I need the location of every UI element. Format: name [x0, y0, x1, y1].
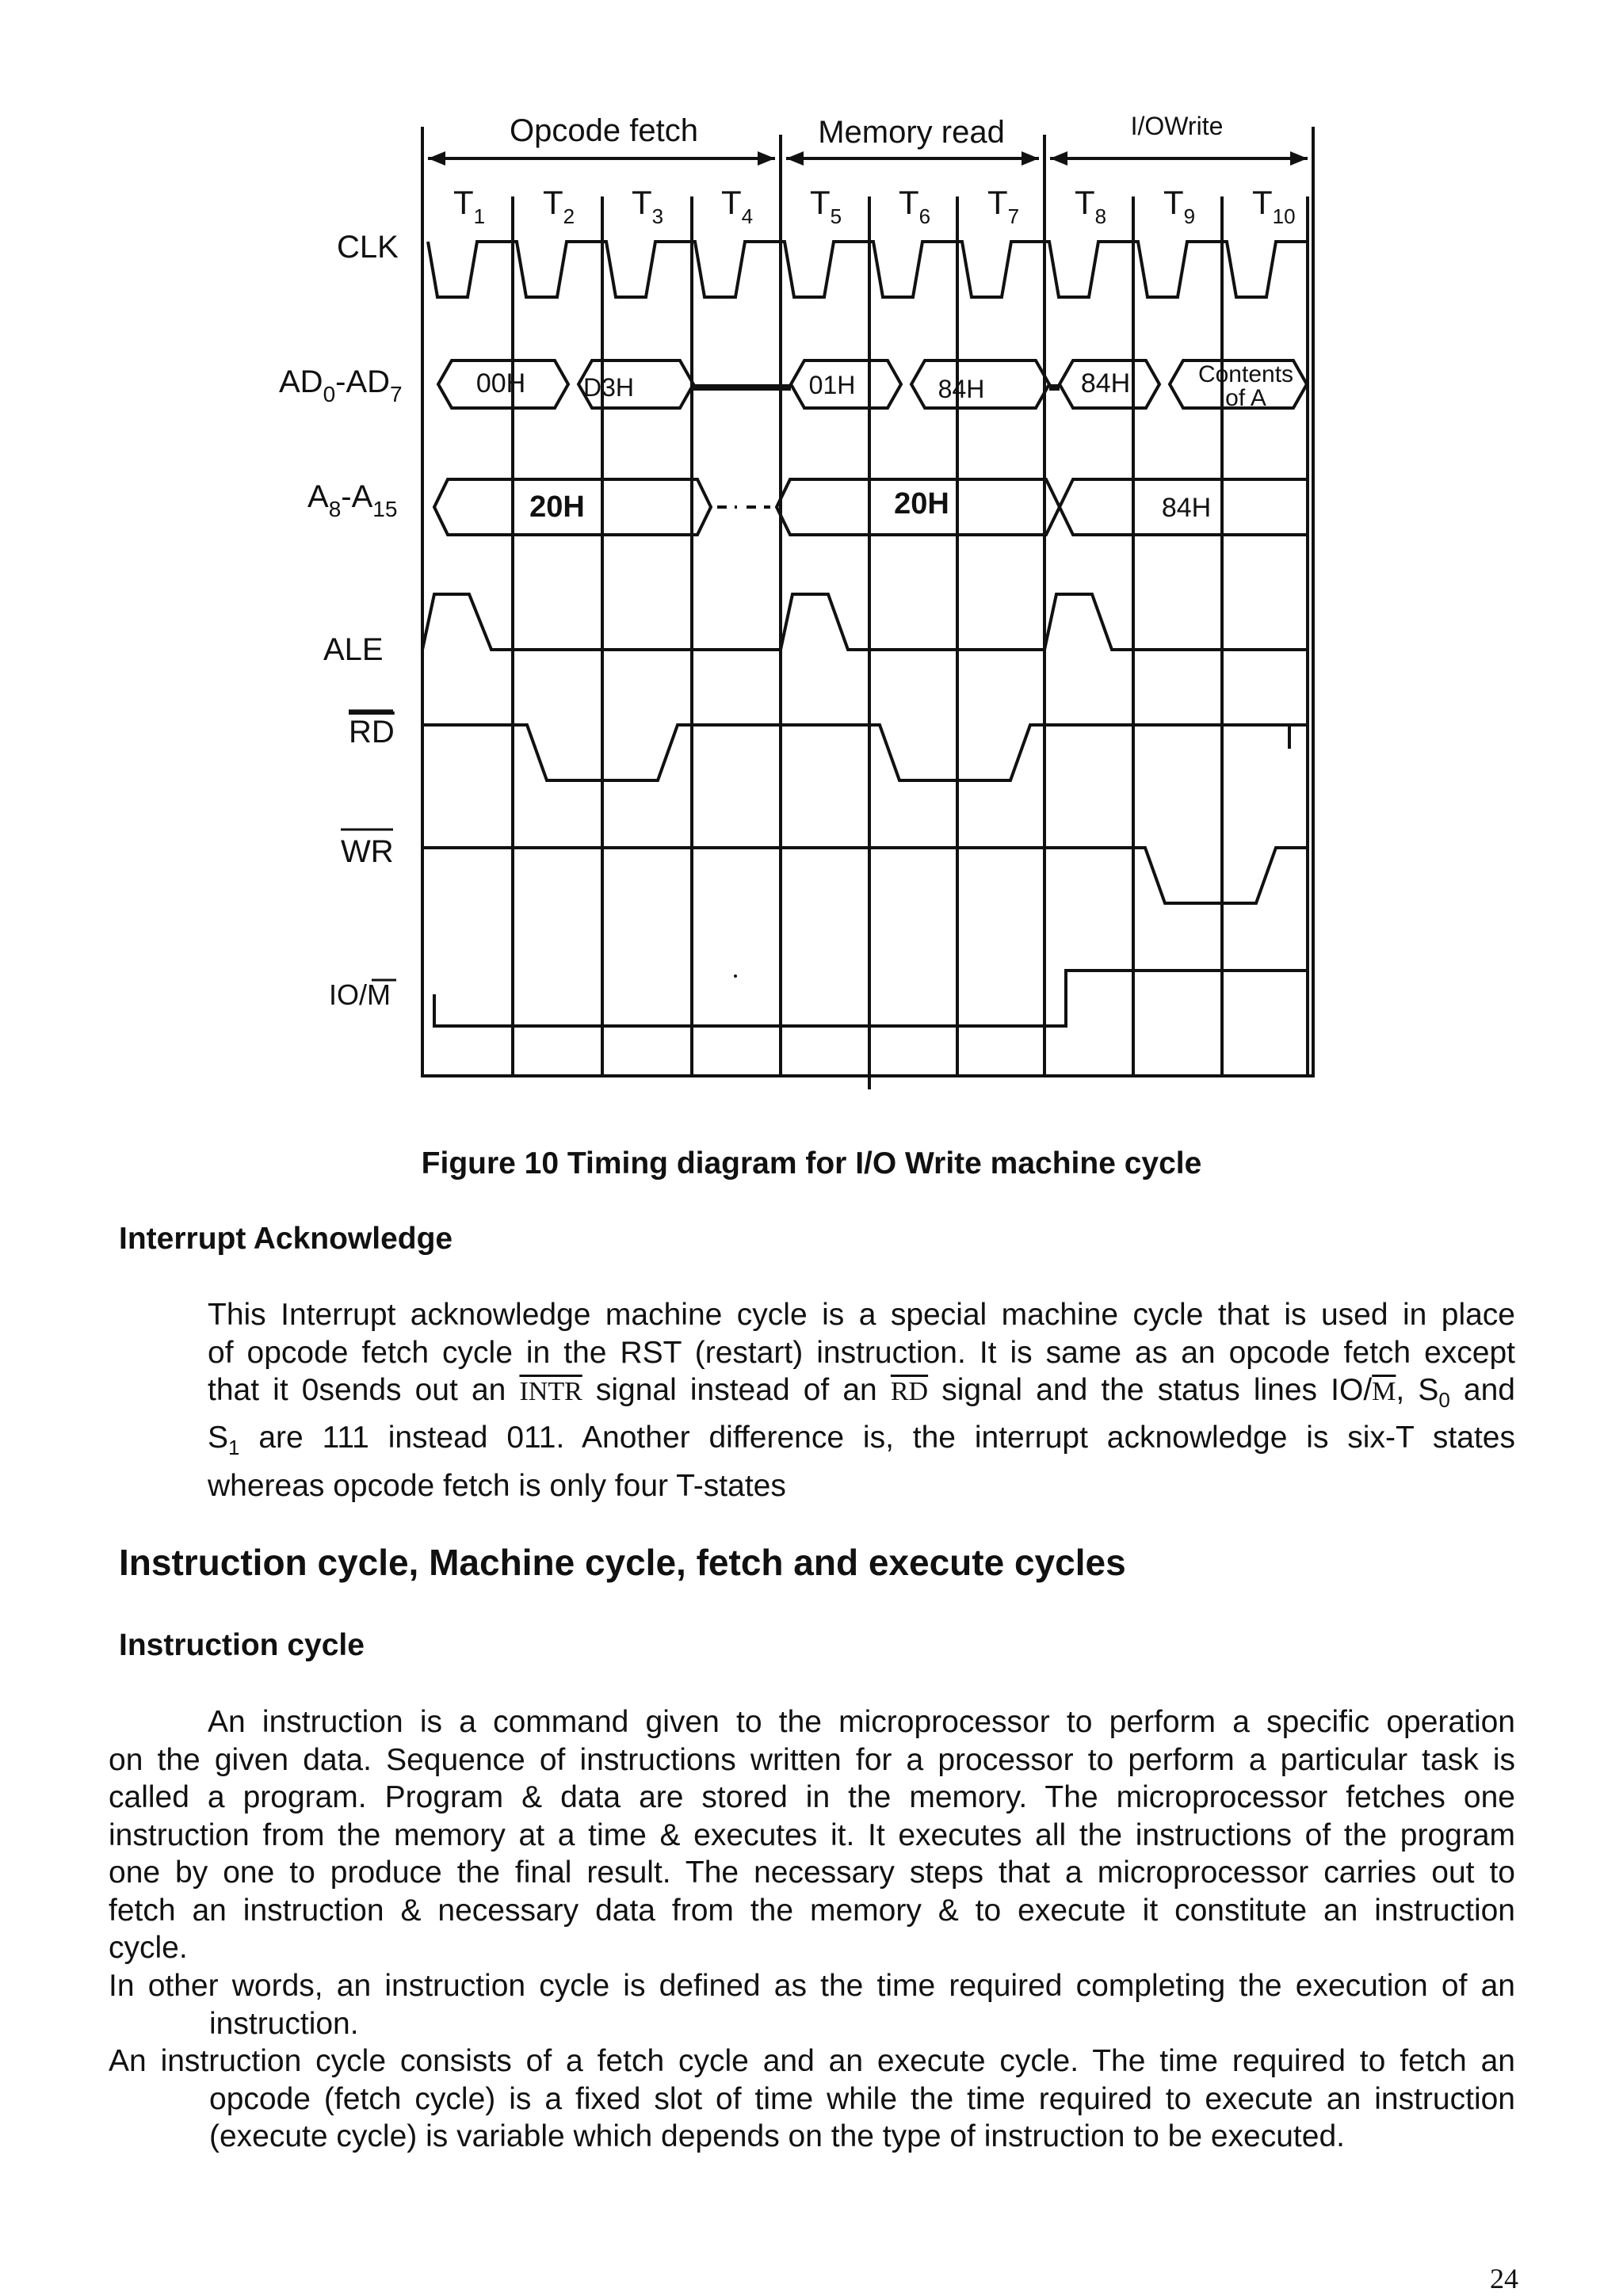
section-label-memory-read: Memory read [818, 115, 1005, 150]
section-heading-interrupt: Interrupt Acknowledge [119, 1222, 453, 1256]
ad-bus-waveform [438, 360, 1307, 408]
text-line: whereas opcode fetch is only four T-states [208, 1468, 786, 1503]
t-state-label: $T_5$ [810, 184, 842, 228]
timing-diagram [0, 0, 1623, 1109]
signal-label-ale: ALE [323, 632, 384, 667]
figure-caption: Figure 10 Timing diagram for I/O Write machine cycle [421, 1146, 1202, 1180]
interrupt-paragraph [208, 1296, 1515, 1505]
rd-waveform [422, 725, 1308, 780]
rd-signal: $\overline{RD}$ [890, 1377, 929, 1406]
wr-waveform [422, 848, 1308, 903]
t-state-label: $T_1$ [453, 184, 486, 228]
text-line: An instruction is a command given to the microprocessor to perform a specific operation [208, 1705, 1515, 1739]
signal-label-clk: CLK [337, 230, 399, 265]
t-state-label: $T_4$ [721, 184, 754, 228]
ad-bus-value: 84H [938, 375, 985, 403]
text-line: called a program. Program & data are stored in the memory. The microprocessor fetches one [109, 1780, 1515, 1814]
text-line: This Interrupt acknowledge machine cycle is a special machine cycle that is used in place [208, 1298, 1515, 1332]
page-number: 24 [1490, 2263, 1518, 2294]
section-label-io-write: I/OWrite [1130, 112, 1224, 140]
t-state-label: $T_7$ [987, 184, 1020, 228]
ad-bus-value: 01H [808, 371, 856, 399]
text-line: one by one to produce the final result. The necessary steps that a microprocessor carries out to [109, 1855, 1515, 1890]
signal-label-a: $A_8-A_{15}$ [307, 479, 398, 521]
t-state-label: $T_9$ [1163, 184, 1196, 228]
main-heading: Instruction cycle, Machine cycle, fetch and execute cycles [119, 1542, 1126, 1583]
addr-bus-value: 20H [894, 487, 949, 521]
text-line-3: that it 0sends out an INTR signal instead of an $\overline{RD}$ signal and the status lines $IO/\overline{M}$, $S_0$ and [208, 1373, 1516, 1412]
ad-bus-value: D3H [582, 373, 635, 402]
t-state-label: $T_2$ [543, 184, 575, 228]
signal-label-rd: RD [349, 715, 395, 749]
signal-labels [279, 230, 403, 1011]
t-state-label: $T_6$ [899, 184, 931, 228]
intr-signal: INTR [519, 1377, 582, 1406]
signal-label-iom: IO/M [329, 978, 391, 1011]
text-line-4: $S_1$ are 111 instead 011. Another difference is, the interrupt acknowledge is six-T states [208, 1421, 1515, 1460]
text-line: instruction from the memory at a time & executes it. It executes all the instructions of the program [109, 1817, 1515, 1852]
instruction-paragraph-2: In other words, an instruction cycle is defined as the time required completing the execution of an instruction. [109, 1969, 1515, 2041]
instruction-paragraph-3: An instruction cycle consists of a fetch cycle and an execute cycle. The time required to fetch an opcode (fetch cycle) is a fixed slot of time while the time required to execute an instruction (execute cycle) is variable which depends on the type of instruction to be executed. [109, 2044, 1515, 2153]
signal-label-ad: $AD_0-AD_7$ [279, 364, 403, 406]
ad-bus-value: 00H [475, 368, 526, 399]
section-arrows [428, 151, 1308, 166]
ad-bus-value: Contents [1197, 361, 1294, 387]
instruction-paragraph-1 [109, 1703, 1515, 1967]
text-line: fetch an instruction & necessary data from the memory & to execute it constitute an instruction [109, 1893, 1515, 1928]
section-heading-instruction-cycle: Instruction cycle [119, 1628, 365, 1662]
t-state-label: $T_8$ [1075, 184, 1107, 228]
ad-bus-value: 84H [1080, 368, 1131, 399]
t-state-label: $T_{10}$ [1252, 184, 1296, 228]
signal-label-wr: WR [341, 834, 394, 869]
ale-waveform [422, 594, 1308, 650]
section-label-opcode-fetch: Opcode fetch [510, 113, 698, 148]
t-state-label: $T_3$ [632, 184, 664, 228]
addr-bus-value: 84H [1161, 493, 1212, 523]
m-signal: $\overline{M}$ [1372, 1377, 1396, 1406]
text-line: on the given data. Sequence of instructions written for a processor to perform a particular task is [109, 1742, 1515, 1777]
text-line: cycle. [109, 1931, 188, 1965]
ad-bus-value: of A [1225, 385, 1266, 411]
text-line: of opcode fetch cycle in the RST (restart) instruction. It is same as an opcode fetch except [208, 1335, 1515, 1370]
t-state-labels [453, 184, 1296, 228]
addr-bus-value: 20H [529, 490, 585, 524]
